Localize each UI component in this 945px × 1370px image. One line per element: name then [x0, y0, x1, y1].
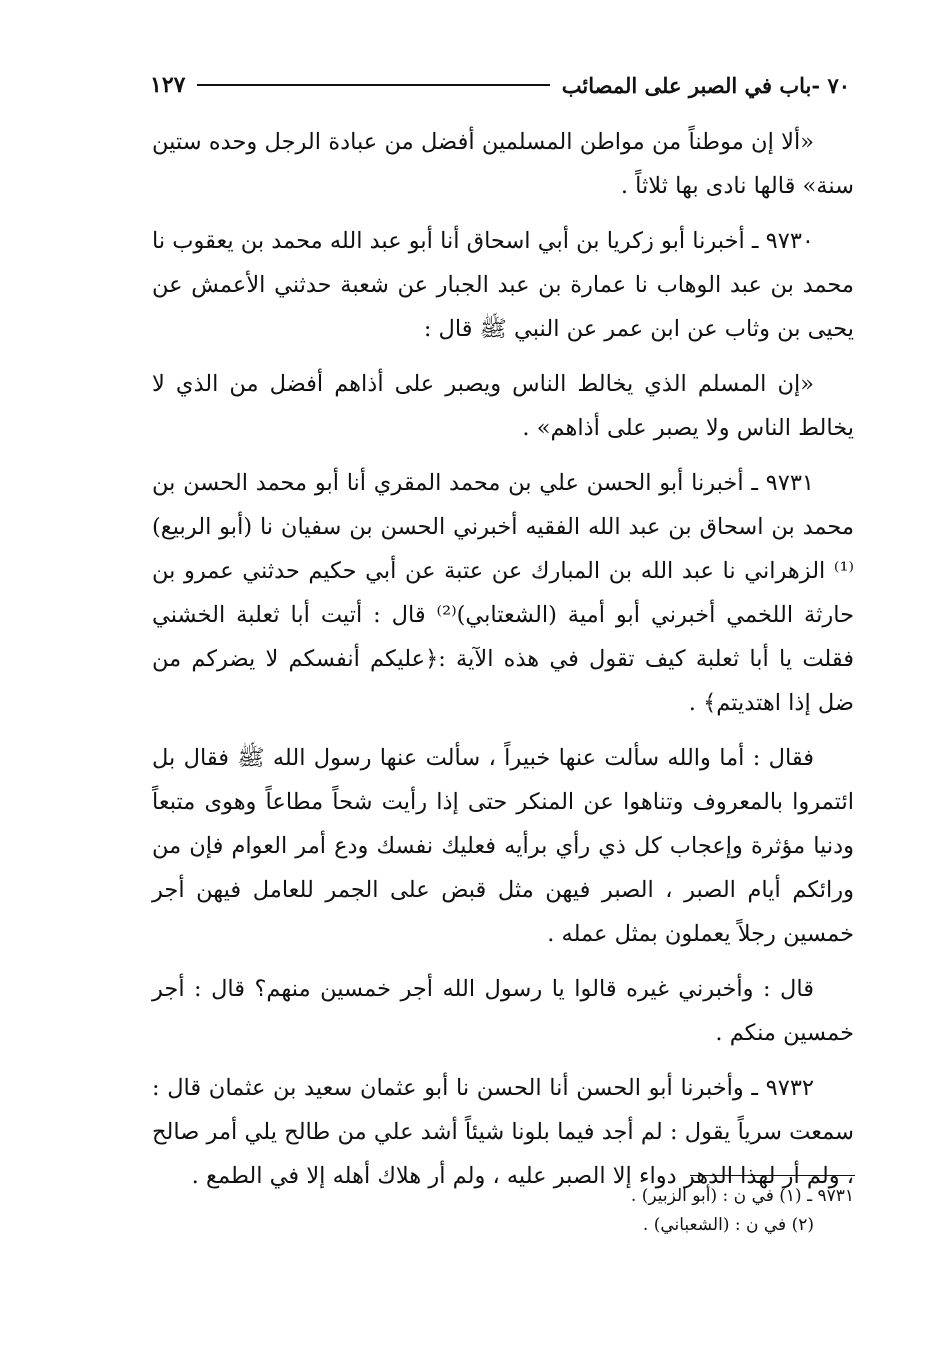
footnotes	[152, 1182, 854, 1240]
chapter-title: ٧٠ -باب في الصبر على المصائب	[561, 72, 850, 98]
page-number: ١٢٧	[150, 72, 186, 98]
footnote-2: (٢) في ن : (الشعباني) .	[642, 1215, 814, 1235]
paragraph-9730-isnad: ٩٧٣٠ ـ أخبرنا أبو زكريا بن أبي اسحاق أنا أبو عبد الله محمد بن يعقوب نا محمد بن عبد الوهاب نا عمارة بن عبد الجبار عن شعبة حدثني الأعمش عن يحيى بن وثاب عن ابن عمر عن النبي ﷺ قال :	[152, 228, 854, 342]
paragraph-9731-isnad: ٩٧٣١ ـ أخبرنا أبو الحسن علي بن محمد المقري أنا أبو محمد الحسن بن محمد بن اسحاق بن عبد الله الفقيه أخبرني الحسن بن سفيان نا (أبو الربيع)⁽¹⁾ الزهراني نا عبد الله بن المبارك عن عتبة عن أبي حكيم حدثني عمرو بن حارثة اللخمي أخبرني أبو أمية (الشعتابي)⁽²⁾ قال : أتيت أبا ثعلبة الخشني فقلت يا أبا ثعلبة كيف تقول في هذه الآية :﴿عليكم أنفسكم لا يضركم من ضل إذا اهتديتم﴾ .	[152, 470, 854, 716]
footnote-separator	[690, 1175, 855, 1176]
paragraph-hadith-continuation: «ألا إن موطناً من مواطن المسلمين أفضل من عبادة الرجل وحده ستين سنة» قالها نادى بها ثلاثاً .	[152, 129, 854, 199]
header-rule	[197, 84, 549, 86]
paragraph-9731-addendum: قال : وأخبرني غيره قالوا يا رسول الله أجر خمسين منهم؟ قال : أجر خمسين منكم .	[152, 976, 854, 1046]
page-header	[150, 68, 850, 102]
paragraph-9732: ٩٧٣٢ ـ وأخبرنا أبو الحسن أنا الحسن نا أبو عثمان سعيد بن عثمان قال : سمعت سرياً يقول : لم أجد فيما بلونا شيئاً أشد علي من طالح يلي أمر صالح ، ولم أر لهذا الدهر دواء إلا الصبر عليه ، ولم أر هلاك أهله إلا في الطمع .	[152, 1075, 854, 1189]
footnote-1: ٩٧٣١ ـ (١) في ن : (أبو الزبير) .	[630, 1186, 854, 1206]
page-body	[152, 120, 854, 1209]
paragraph-9730-matn: «إن المسلم الذي يخالط الناس ويصبر على أذاهم أفضل من الذي لا يخالط الناس ولا يصبر على أذاهم» .	[152, 371, 854, 441]
paragraph-9731-answer: فقال : أما والله سألت عنها خبيراً ، سألت عنها رسول الله ﷺ فقال بل ائتمروا بالمعروف وتناهوا عن المنكر حتى إذا رأيت شحاً مطاعاً وهوى متبعاً ودنيا مؤثرة وإعجاب كل ذي رأي برأيه فعليك نفسك ودع أمر العوام فإن من ورائكم أيام الصبر ، الصبر فيهن مثل قبض على الجمر للعامل فيهن أجر خمسين رجلاً يعملون بمثل عمله .	[152, 745, 854, 947]
